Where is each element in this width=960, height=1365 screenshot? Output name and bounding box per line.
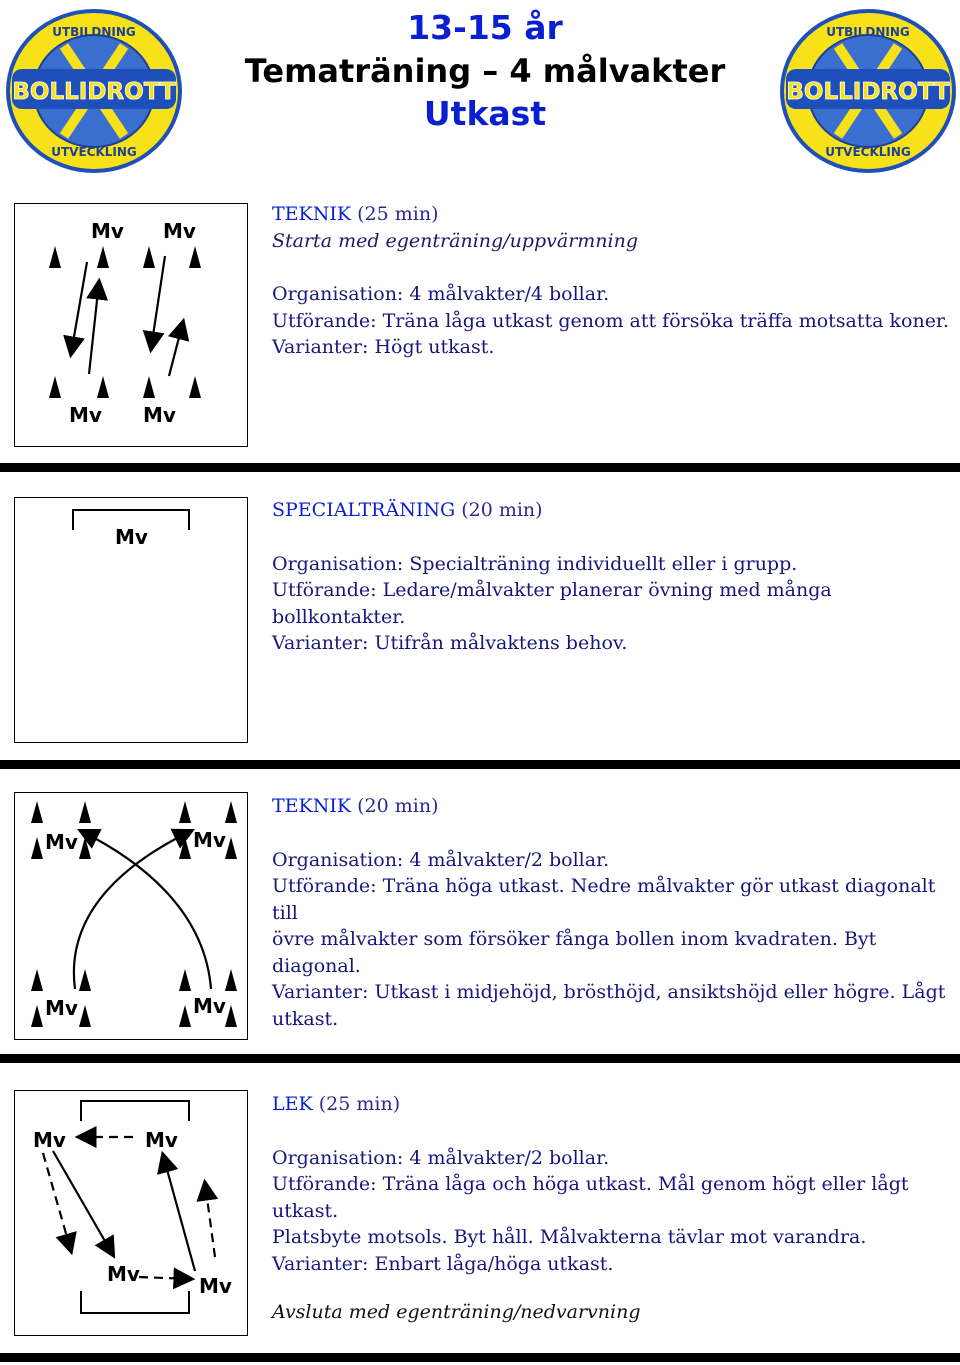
utf-text-cont: övre målvakter som försöker fånga bollen inom kvadraten. Byt diagonal.: [272, 928, 877, 977]
bollidrott-logo-left: [4, 6, 184, 176]
section-time: (20 min): [357, 795, 439, 817]
goalkeeper-label: Mv: [115, 525, 148, 549]
divider: [0, 1353, 960, 1362]
section-heading: [272, 793, 952, 820]
goalkeeper-label: Mv: [91, 219, 124, 243]
var-label: Varianter:: [272, 336, 369, 358]
var-text: Högt utkast.: [374, 336, 495, 358]
section-teknik-1: [272, 201, 952, 361]
logo-text: BOLLIDROTT: [786, 79, 950, 105]
goalkeeper-label: Mv: [143, 403, 176, 427]
goalkeeper-label: Mv: [69, 403, 102, 427]
utf-label: Utförande:: [272, 1173, 377, 1195]
section-category: LEK: [272, 1093, 313, 1115]
logo-ring-top: UTBILDNING: [826, 25, 910, 39]
section-intro: Starta med egenträning/uppvärmning: [272, 229, 639, 252]
divider: [0, 463, 960, 472]
goalkeeper-label: Mv: [45, 996, 78, 1020]
var-label: Varianter:: [272, 1252, 369, 1275]
utf-text: Träna låga utkast genom att försöka träffa motsatta koner.: [382, 309, 949, 332]
org-label: Organisation:: [272, 1146, 404, 1169]
logo-ring-bottom: UTVECKLING: [51, 145, 137, 159]
divider: [0, 1054, 960, 1063]
logo-ring-top: UTBILDNING: [52, 25, 136, 39]
utf-label: Utförande:: [272, 309, 377, 332]
utf-text: Ledare/målvakter planerar övning med många bollkontakter.: [272, 579, 832, 628]
utf-text: Träna höga utkast. Nedre målvakter gör utkast diagonalt till: [272, 875, 936, 924]
section-heading: [272, 497, 952, 524]
page-title: Tematräning – 4 målvakter: [244, 52, 726, 90]
closing-note: Avsluta med egenträning/nedvarvning: [272, 1301, 641, 1323]
logo-ring-bottom: UTVECKLING: [825, 145, 911, 159]
var-text: Enbart låga/höga utkast.: [374, 1252, 614, 1275]
org-text: 4 målvakter/2 bollar.: [409, 848, 610, 871]
var-text: Utifrån målvaktens behov.: [374, 632, 628, 654]
org-text: Specialträning individuellt eller i grupp.: [409, 552, 798, 575]
logo-text: BOLLIDROTT: [12, 79, 176, 105]
utf-label: Utförande:: [272, 579, 377, 601]
section-time: (25 min): [357, 203, 439, 225]
org-label: Organisation:: [272, 848, 404, 871]
var-label: Varianter:: [272, 981, 369, 1003]
goalkeeper-label: Mv: [193, 994, 226, 1018]
section-teknik-2: [272, 793, 952, 1032]
diagram-lek: [14, 1090, 248, 1336]
var-text: Utkast i midjehöjd, brösthöjd, ansiktshöjd eller högre. Lågt: [374, 981, 946, 1003]
org-label: Organisation:: [272, 552, 404, 575]
divider: [0, 760, 960, 769]
var-label: Varianter:: [272, 632, 369, 654]
section-specialtraning: [272, 497, 952, 657]
goalkeeper-label: Mv: [45, 830, 78, 854]
age-heading: 13-15 år: [407, 8, 563, 47]
goalkeeper-label: Mv: [107, 1262, 140, 1286]
org-text: 4 målvakter/2 bollar.: [409, 1146, 610, 1169]
diagram-specialtraning: [14, 497, 248, 743]
section-lek: [272, 1091, 952, 1277]
goalkeeper-label: Mv: [33, 1128, 66, 1152]
diagram-teknik-low-throw: [14, 203, 248, 447]
page-subtitle: Utkast: [423, 94, 547, 133]
bollidrott-logo-right: [778, 6, 958, 176]
section-category: SPECIALTRÄNING: [272, 499, 456, 521]
section-category: TEKNIK: [272, 795, 352, 817]
utf-text-cont: Platsbyte motsols. Byt håll. Målvakterna tävlar mot varandra.: [272, 1226, 867, 1248]
goalkeeper-label: Mv: [145, 1128, 178, 1152]
utf-label: Utförande:: [272, 875, 377, 897]
utf-text: Träna låga och höga utkast. Mål genom högt eller lågt utkast.: [272, 1173, 909, 1222]
goalkeeper-label: Mv: [163, 219, 196, 243]
var-text-cont: utkast.: [272, 1007, 339, 1030]
section-category: TEKNIK: [272, 203, 352, 225]
goalkeeper-label: Mv: [199, 1274, 232, 1298]
section-heading: [272, 201, 952, 228]
section-time: (25 min): [318, 1093, 401, 1115]
diagram-teknik-high-throw: [14, 792, 248, 1040]
section-heading: [272, 1091, 952, 1118]
section-time: (20 min): [461, 499, 543, 521]
goalkeeper-label: Mv: [193, 828, 226, 852]
org-label: Organisation:: [272, 283, 404, 305]
org-text: 4 målvakter/4 bollar.: [409, 283, 610, 305]
